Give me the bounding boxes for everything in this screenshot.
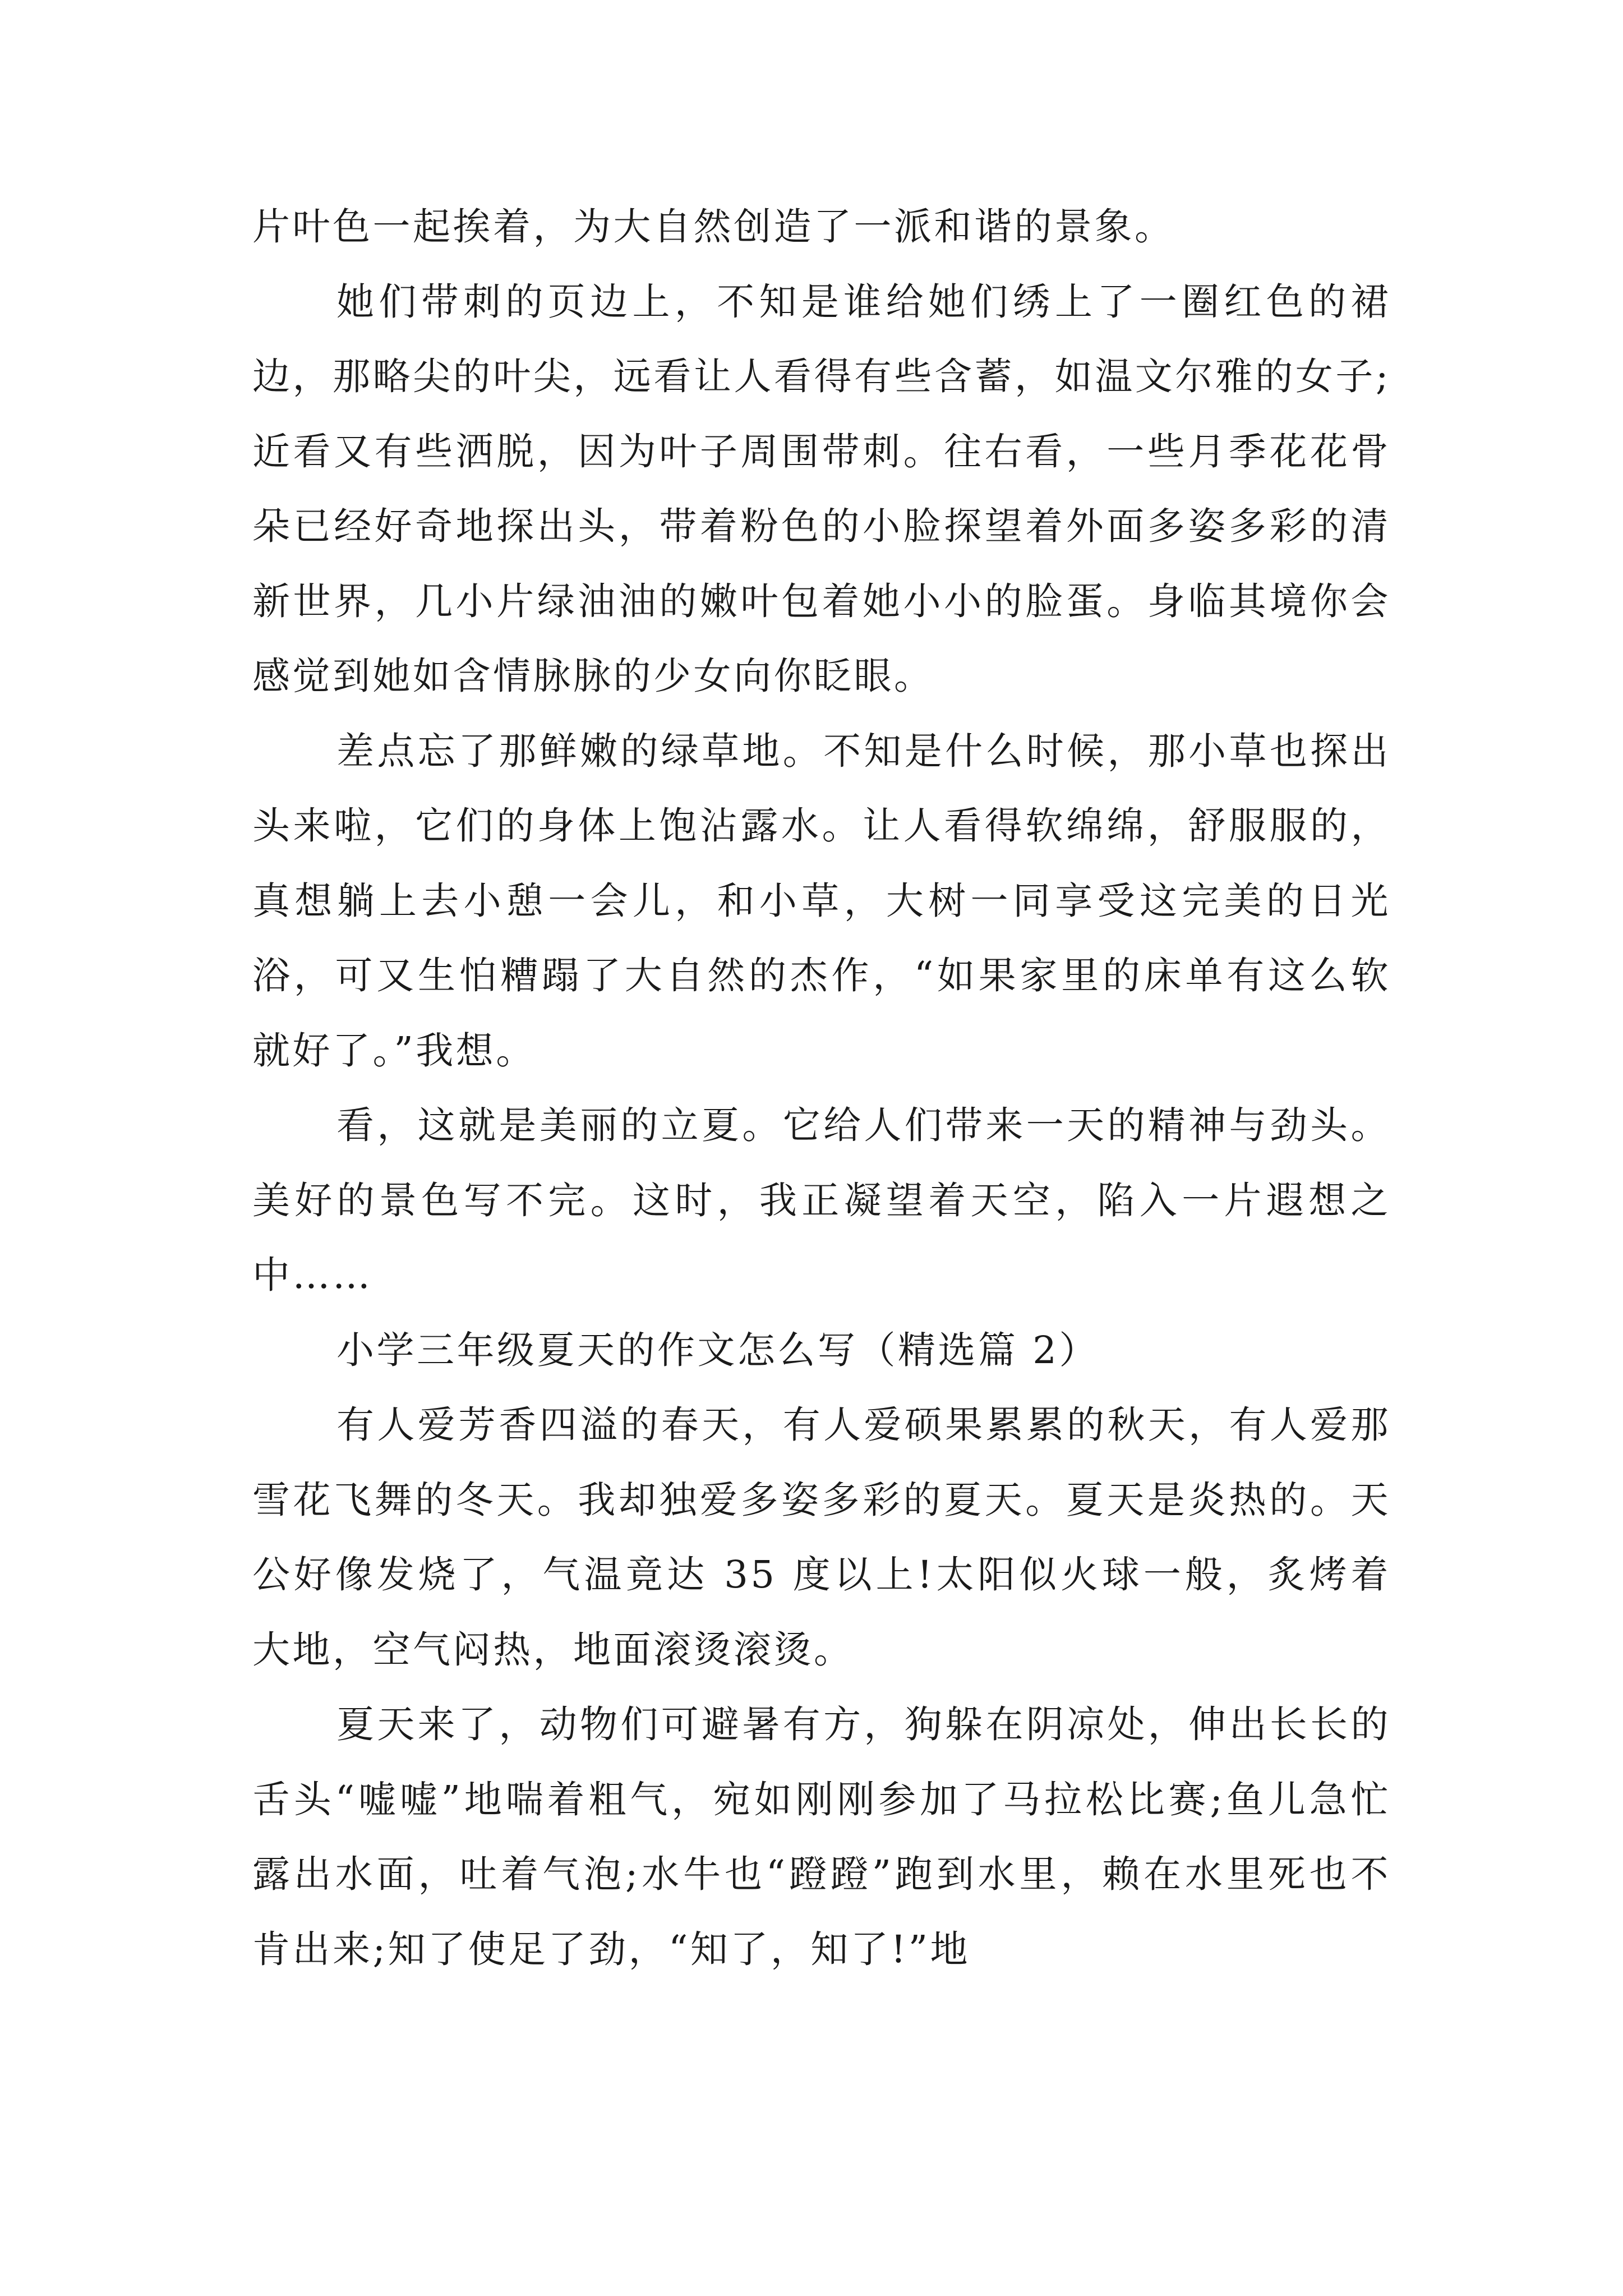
- paragraph-summer-start: 看，这就是美丽的立夏。它给人们带来一天的精神与劲头。美好的景色写不完。这时，我正凝望着天空，陷入一片遐想之中……: [252, 1103, 1391, 1297]
- paragraph-continued: 片叶色一起挨着，为大自然创造了一派和谐的景象。: [252, 205, 1175, 249]
- paragraph-grass: 差点忘了那鲜嫩的绿草地。不知是什么时候，那小草也探出头来啦，它们的身体上饱沾露水。让人看得软绵绵，舒服服的，真想躺上去小憩一会儿，和小草，大树一同享受这完美的日光浴，可又生怕糟蹋了大自然的杰作，“如果家里的床单有这么软就好了。”我想。: [252, 729, 1391, 1073]
- document-body: [252, 190, 1391, 1987]
- paragraph-animals: 夏天来了，动物们可避暑有方，狗躲在阴凉处，伸出长长的舌头“嘘嘘”地喘着粗气，宛如刚刚参加了马拉松比赛;鱼儿急忙露出水面，吐着气泡;水牛也“蹬蹬”跑到水里，赖在水里死也不肯出来;知了使足了劲，“知了，知了!”地: [252, 1703, 1391, 1971]
- section-title: 小学三年级夏天的作文怎么写（精选篇 2）: [336, 1328, 1099, 1372]
- paragraph-leaves: 她们带刺的页边上，不知是谁给她们绣上了一圈红色的裙边，那略尖的叶尖，远看让人看得有些含蓄，如温文尔雅的女子;近看又有些洒脱，因为叶子周围带刺。往右看，一些月季花花骨朵已经好奇地探出头，带着粉色的小脸探望着外面多姿多彩的清新世界，几小片绿油油的嫩叶包着她小小的脸蛋。身临其境你会感觉到她如含情脉脉的少女向你眨眼。: [252, 279, 1391, 698]
- paragraph-seasons: 有人爱芳香四溢的春天，有人爱硕果累累的秋天，有人爱那雪花飞舞的冬天。我却独爱多姿多彩的夏天。夏天是炎热的。天公好像发烧了，气温竟达 35 度以上!太阳似火球一般，炙烤着大地，空气闷热，地面滚烫滚烫。: [252, 1403, 1391, 1672]
